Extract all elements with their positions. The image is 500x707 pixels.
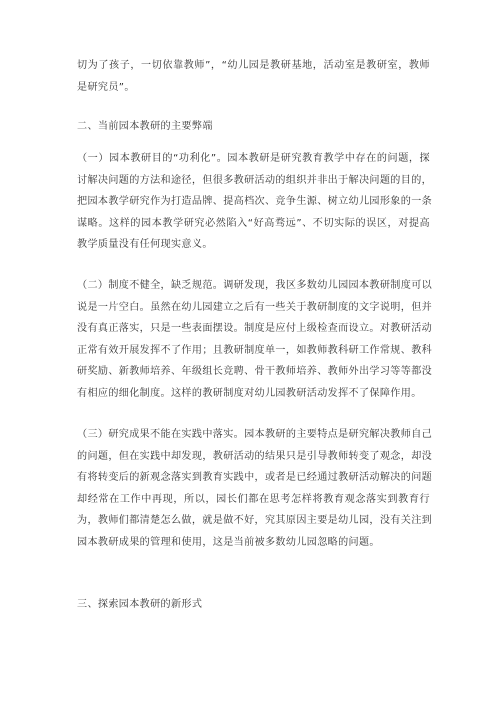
text-line: 切为了孩子，一切依靠教师”，“幼儿园是教研基地，活动室是教研室，教师 — [77, 60, 430, 71]
text-line: 二、当前园本教研的主要弊端 — [77, 121, 213, 132]
section-heading-3 — [77, 594, 430, 616]
text-line: 有相应的细化制度。这样的教研制度对幼儿园教研活动发挥不了保障作用。 — [77, 387, 422, 399]
text-line: 教学质量没有任何现实意义。 — [77, 239, 213, 251]
text-line: 没有真正落实，只是一些表面摆设。制度是应付上级检查而设立。对教研活动 — [77, 323, 433, 335]
text-line: 三、探索园本教研的新形式 — [77, 599, 203, 610]
text-line: 的问题，但在实践中却发现，教研活动的结果只是引导教师转变了观念，却没 — [77, 450, 433, 462]
text-line: 说是一片空白。虽然在幼儿园建立之后有一些关于教研制度的文字说明，但并 — [77, 301, 433, 313]
section-heading-2 — [77, 116, 430, 138]
paragraph-system — [77, 275, 433, 405]
paragraph-continuation — [77, 55, 430, 98]
text-line: 研奖励、新教师培养、年级组长竞聘、骨干教师培养、教师外出学习等等都没 — [77, 366, 433, 378]
text-line: 有将转变后的新观念落实到教育实践中，或者是已经通过教研活动解决的问题 — [77, 472, 433, 484]
text-line: 正常有效开展发挥不了作用；且教研制度单一，如教师教科研工作常规、教科 — [77, 344, 433, 356]
text-line: 是研究员”。 — [77, 81, 135, 93]
text-line: （二）制度不健全，缺乏规范。调研发现，我区多数幼儿园园本教研制度可以 — [77, 280, 433, 291]
text-line: （一）园本教研目的“功利化”。园本教研是研究教育教学中存在的问题，探 — [77, 153, 430, 164]
text-line: 讨解决问题的方法和途径，但很多教研活动的组织并非出于解决问题的目的， — [77, 174, 433, 186]
text-line: 把园本教学研究作为打造品牌、提高档次、竞争生源、树立幼儿园形象的一条 — [77, 196, 433, 208]
text-line: 却经常在工作中再现，所以，园长们都在思考怎样将教育观念落实到教育行 — [77, 493, 430, 505]
text-line: （三）研究成果不能在实践中落实。园本教研的主要特点是研究解决教师自己 — [77, 429, 433, 440]
text-line: 谋略。这样的园本教学研究必然陷入“好高骛远”、不切实际的误区，对提高 — [77, 217, 430, 229]
paragraph-utilitarian — [77, 148, 433, 256]
text-line: 园本教研成果的管理和使用，这是当前被多数幼儿园忽略的问题。 — [77, 536, 380, 548]
text-line: 为，教师们都清楚怎么做，就是做不好，究其原因主要是幼儿园，没有关注到 — [77, 515, 433, 527]
paragraph-results — [77, 424, 433, 554]
